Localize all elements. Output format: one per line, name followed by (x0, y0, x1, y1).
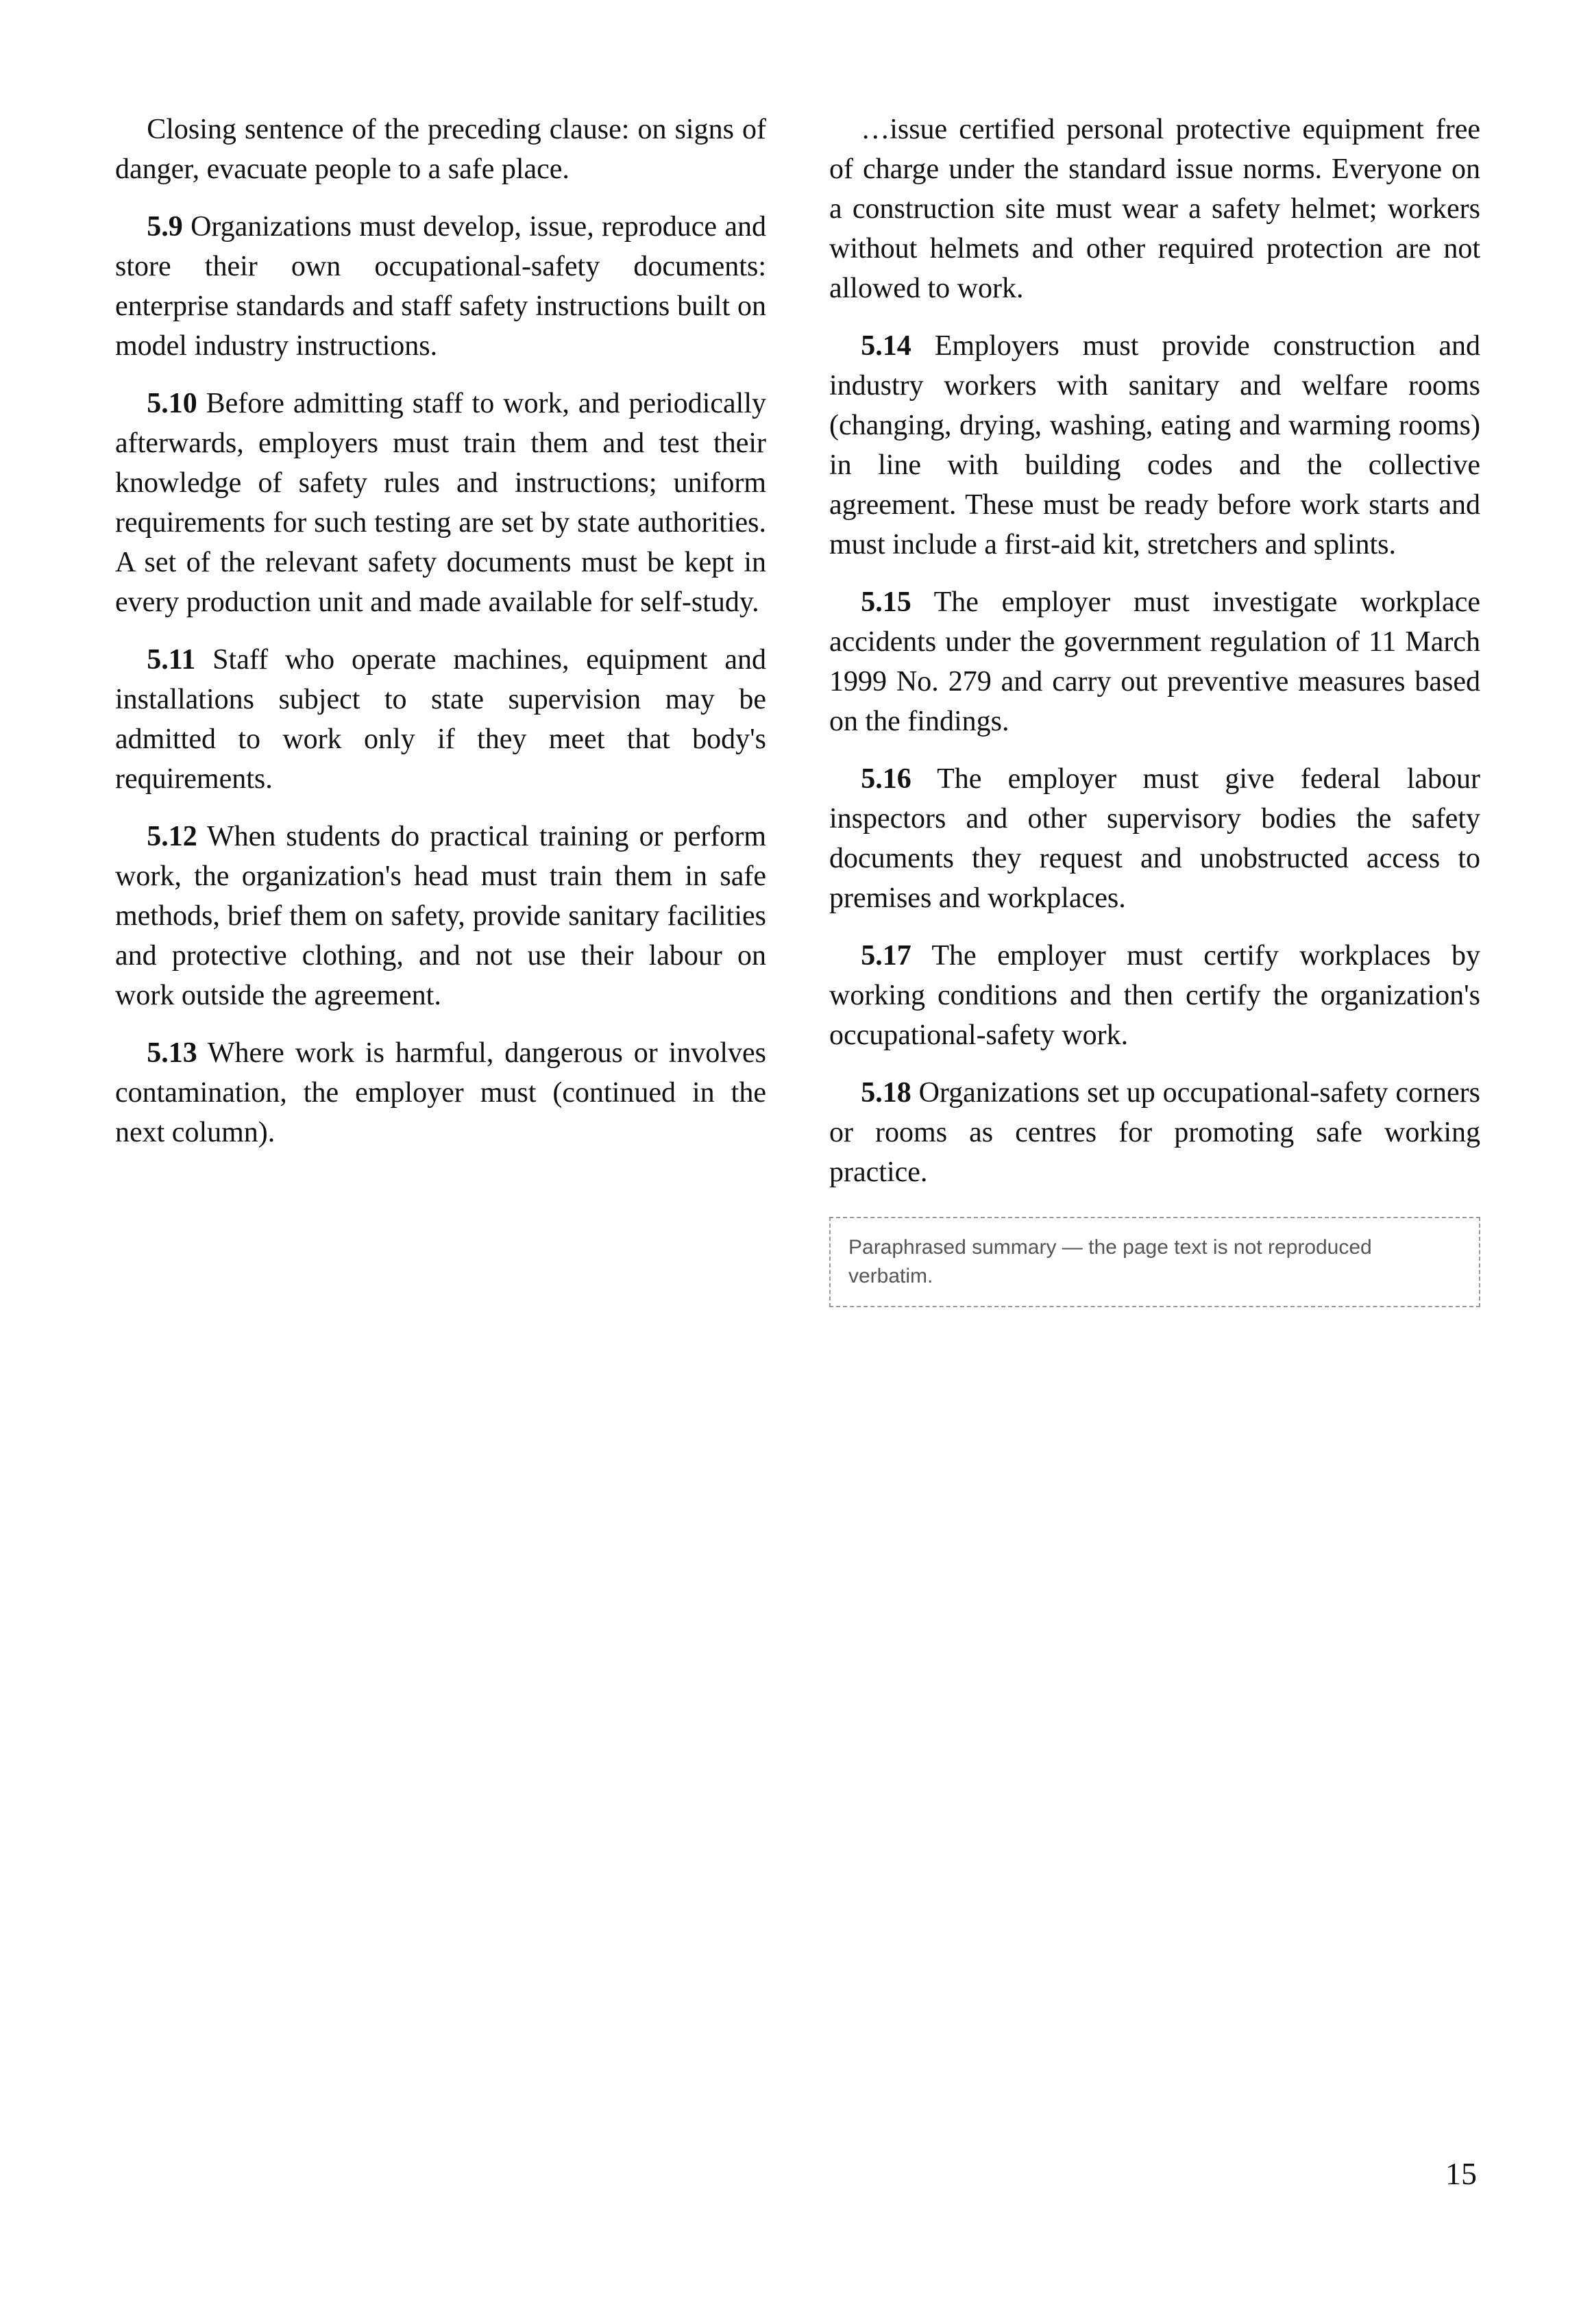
left-column (115, 110, 766, 2097)
summary-paragraph: 5.15 The employer must investigate workplace accidents under the government regulation of 11 March 1999 No. 279 and carry out preventive measures based on the findings. (829, 586, 1480, 737)
summary-paragraph: …issue certified personal protective equipment free of charge under the standard issue norms. Everyone on a construction site must wear a safety helmet; workers without helmets and other required protection are not allowed to work. (829, 114, 1480, 304)
summary-paragraph: 5.9 Organizations must develop, issue, reproduce and store their own occupational-safety documents: enterprise standards and staff safety instructions built on model industry instructions. (115, 211, 766, 362)
summary-paragraph: 5.13 Where work is harmful, dangerous or involves contamination, the employer must (continued in the next column). (115, 1037, 766, 1148)
summary-paragraph: 5.14 Employers must provide construction and industry workers with sanitary and welfare rooms (changing, drying, washing, eating and warming rooms) in line with building codes and the collective agreement. These must be ready before work starts and must include a first-aid kit, stretchers and splints. (829, 330, 1480, 560)
summary-paragraph: 5.16 The employer must give federal labour inspectors and other supervisory bodies the safety documents they request and unobstructed access to premises and workplaces. (829, 763, 1480, 914)
page-number: 15 (1445, 2156, 1477, 2191)
summary-paragraph: 5.10 Before admitting staff to work, and periodically afterwards, employers must train them and test their knowledge of safety rules and instructions; uniform requirements for such testing are set by state authorities. A set of the relevant safety documents must be kept in every production unit and made available for self-study. (115, 388, 766, 618)
summary-paragraph: 5.12 When students do practical training or perform work, the organization's head must train them in safe methods, brief them on safety, provide sanitary facilities and protective clothing, and not use their labour on work outside the agreement. (115, 821, 766, 1011)
summary-paragraph: Closing sentence of the preceding clause: on signs of danger, evacuate people to a safe place. (115, 114, 766, 185)
page-columns (115, 110, 1480, 2097)
paraphrase-notice: Paraphrased summary — the page text is not reproduced verbatim. (829, 1217, 1480, 1307)
summary-paragraph: 5.17 The employer must certify workplaces by working conditions and then certify the organization's occupational-safety work. (829, 940, 1480, 1051)
summary-paragraph: 5.18 Organizations set up occupational-safety corners or rooms as centres for promoting safe working practice. (829, 1077, 1480, 1188)
summary-paragraph: 5.11 Staff who operate machines, equipment and installations subject to state supervision may be admitted to work only if they meet that body's requirements. (115, 644, 766, 795)
right-column (829, 110, 1480, 2097)
